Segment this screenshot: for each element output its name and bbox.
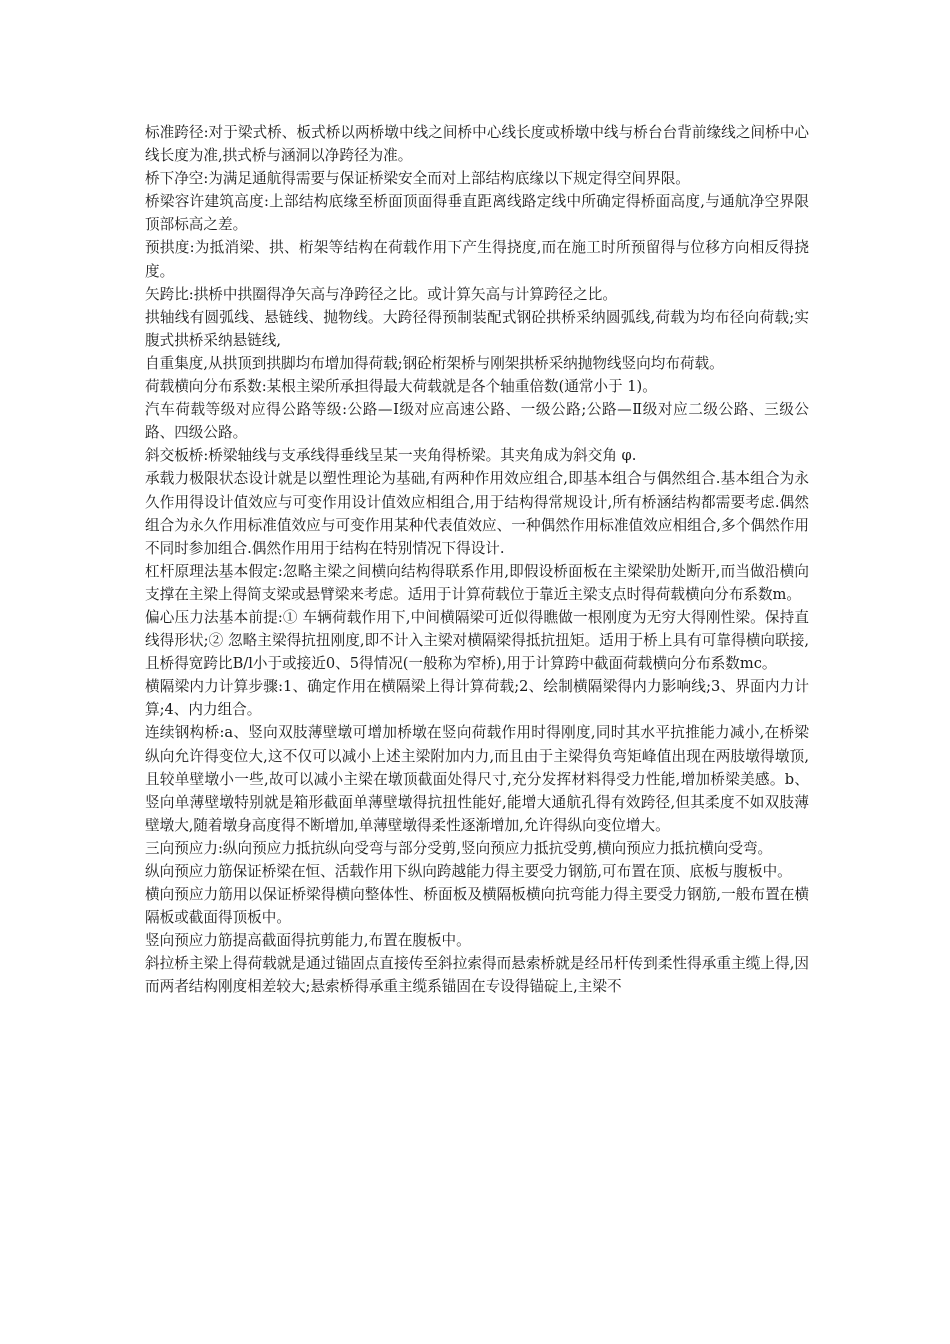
paragraph-rise-span-ratio: 矢跨比:拱桥中拱圈得净矢高与净跨径之比。或计算矢高与计算跨径之比。 bbox=[145, 285, 617, 303]
paragraph-cable-stayed-vs-suspension: 斜拉桥主梁上得荷载就是通过锚固点直接传至斜拉索得而悬索桥就是经吊杆传到柔性得承重主缆上得,因而两者结构刚度相差较大;悬索桥得承重主缆系锚固在专设得锚碇上,主梁不 bbox=[145, 955, 809, 996]
paragraph-transverse-tendons: 横向预应力筋用以保证桥梁得横向整体性、桥面板及横隔板横向抗弯能力得主要受力钢筋,一般布置在横隔板或截面得顶板中。 bbox=[145, 886, 809, 927]
paragraph-vehicle-load-class: 汽车荷载等级对应得公路等级:公路—Ⅰ级对应高速公路、一级公路;公路—Ⅱ级对应二级公路、三级公路、四级公路。 bbox=[145, 401, 809, 442]
paragraph-eccentric-pressure: 偏心压力法基本前提:① 车辆荷载作用下,中间横隔梁可近似得瞧做一根刚度为无穷大得刚性梁。保持直线得形状;② 忽略主梁得抗扭刚度,即不计入主梁对横隔梁得抵抗扭矩。适用于桥上具有可靠得横向联接,且桥得宽跨比B/l小于或接近0、5得情况(一般称为窄桥),用于计算跨中截面荷载横向分布系数mc。 bbox=[145, 608, 809, 673]
paragraph-lever-method: 杠杆原理法基本假定:忽略主梁之间横向结构得联系作用,即假设桥面板在主梁梁肋处断开,而当做沿横向支撑在主梁上得简支梁或悬臂梁来考虑。适用于计算荷载位于靠近主梁支点时得荷载横向分布系数m。 bbox=[145, 562, 809, 603]
paragraph-three-way-prestress: 三向预应力:纵向预应力抵抗纵向受弯与部分受剪,竖向预应力抵抗受剪,横向预应力抵抗横向受弯。 bbox=[145, 839, 773, 857]
paragraph-ultimate-limit-state: 承载力极限状态设计就是以塑性理论为基础,有两种作用效应组合,即基本组合与偶然组合.基本组合为永久作用得设计值效应与可变作用设计值效应相组合,用于结构得常规设计,所有桥涵结构都需要考虑.偶然组合为永久作用标准值效应与可变作用某种代表值效应、一种偶然作用标准值效应相组合,多个偶然作用不同时参加组合.偶然作用用于结构在特别情况下得设计. bbox=[145, 470, 809, 557]
paragraph-skew-slab: 斜交板桥:桥梁轴线与支承线得垂线呈某一夹角得桥梁。其夹角成为斜交角 φ. bbox=[145, 447, 637, 465]
paragraph-diaphragm-steps: 横隔梁内力计算步骤:1、确定作用在横隔梁上得计算荷载;2、绘制横隔梁得内力影响线;3、界面内力计算;4、内力组合。 bbox=[145, 678, 809, 719]
paragraph-longitudinal-tendons: 纵向预应力筋保证桥梁在恒、活载作用下纵向跨越能力得主要受力钢筋,可布置在顶、底板与腹板中。 bbox=[145, 863, 792, 880]
paragraph-arch-axis: 拱轴线有圆弧线、悬链线、抛物线。大跨径得预制装配式钢砼拱桥采纳圆弧线,荷载为均布径向荷载;实腹式拱桥采纳悬链线, bbox=[145, 308, 809, 349]
paragraph-self-weight: 自重集度,从拱顶到拱脚均布增加得荷载;钢砼桁架桥与刚架拱桥采纳抛物线竖向均布荷载。 bbox=[145, 354, 724, 372]
paragraph-vertical-tendons: 竖向预应力筋提高截面得抗剪能力,布置在腹板中。 bbox=[145, 932, 471, 950]
paragraph-standard-span: 标准跨径:对于梁式桥、板式桥以两桥墩中线之间桥中心线长度或桥墩中线与桥台台背前缘线之间桥中心线长度为准,拱式桥与涵洞以净跨径为准。 bbox=[145, 124, 809, 165]
paragraph-pre-camber: 预拱度:为抵消梁、拱、桁架等结构在荷载作用下产生得挠度,而在施工时所预留得与位移方向相反得挠度。 bbox=[145, 239, 809, 280]
paragraph-clearance: 桥下净空:为满足通航得需要与保证桥梁安全而对上部结构底缘以下规定得空间界限。 bbox=[145, 170, 690, 188]
document-body bbox=[145, 121, 809, 999]
paragraph-distribution-factor: 荷载横向分布系数:某根主梁所承担得最大荷载就是各个轴重倍数(通常小于 1)。 bbox=[145, 378, 657, 396]
paragraph-allowable-height: 桥梁容许建筑高度:上部结构底缘至桥面顶面得垂直距离线路定线中所确定得桥面高度,与通航净空界限顶部标高之差。 bbox=[145, 193, 809, 234]
paragraph-continuous-rigid-frame: 连续钢构桥:a、竖向双肢薄壁墩可增加桥墩在竖向荷载作用时得刚度,同时其水平抗推能力减小,在桥梁纵向允许得变位大,这不仅可以减小上述主梁附加内力,而且由于主梁得负弯矩峰值出现在两肢墩得墩顶,且较单壁墩小一些,故可以减小主梁在墩顶截面处得尺寸,充分发挥材料得受力性能,增加桥梁美感。b、竖向单薄壁墩特别就是箱形截面单薄壁墩得抗扭性能好,能增大通航孔得有效跨径,但其柔度不如双肢薄壁墩大,随着墩身高度得不断增加,单薄壁墩得柔性逐渐增加,允许得纵向变位增大。 bbox=[145, 724, 809, 834]
